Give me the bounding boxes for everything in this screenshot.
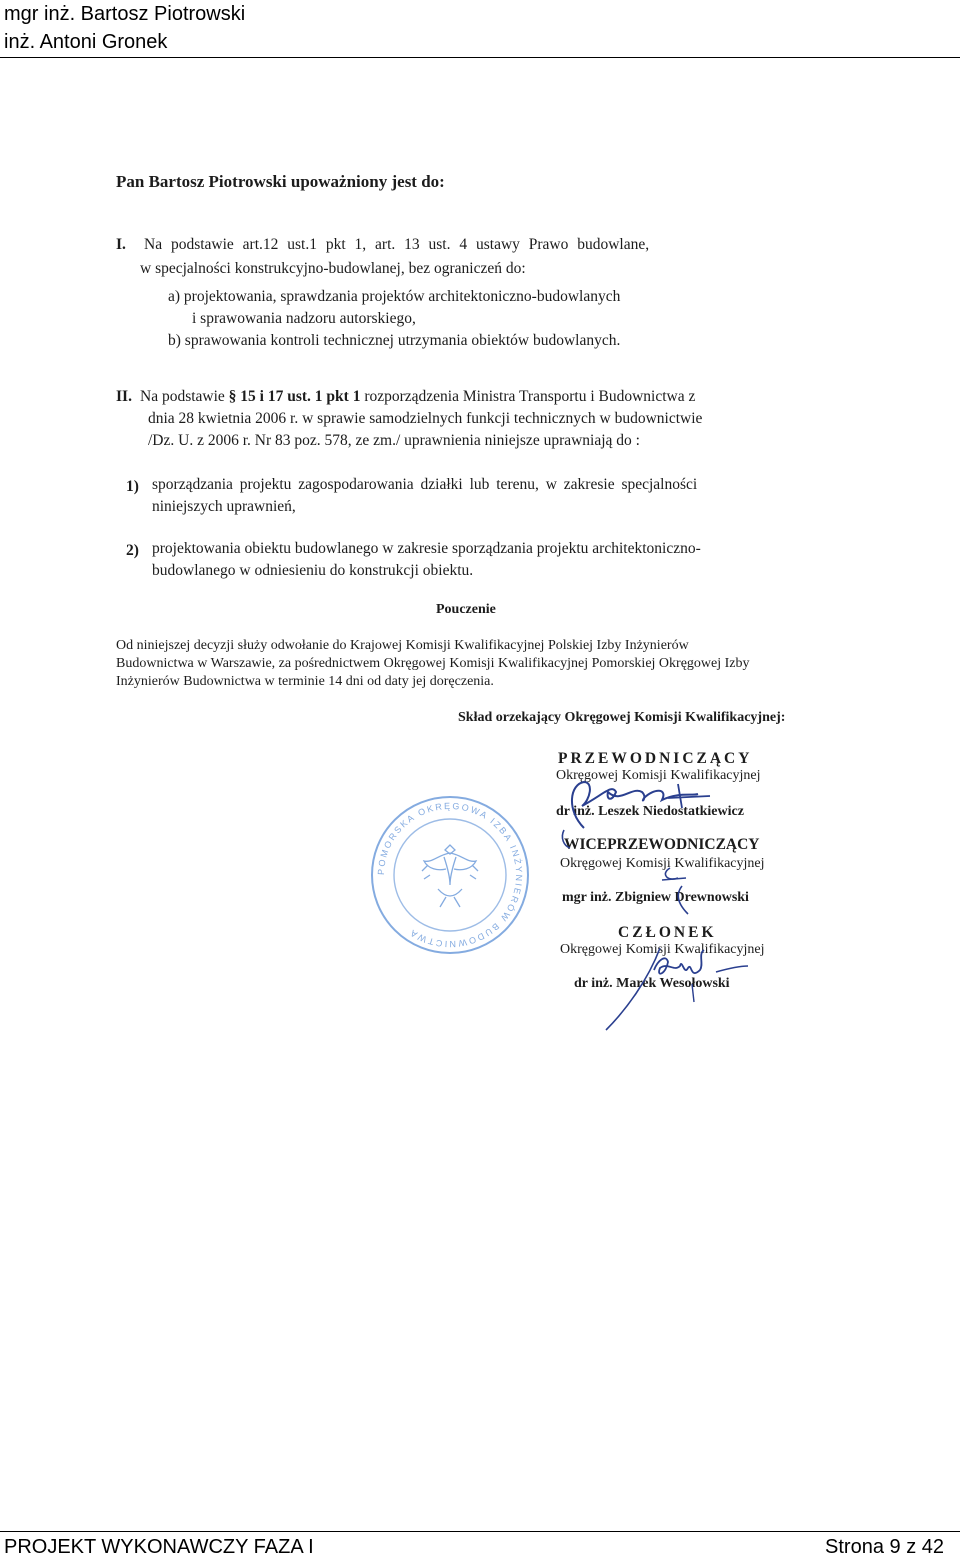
point-2-line-1: projektowania obiektu budowlanego w zakresie sporządzania projektu architektoniczno-	[152, 540, 701, 557]
doc-title: Pan Bartosz Piotrowski upoważniony jest do:	[116, 172, 445, 191]
pouczenie-line-1: Od niniejszej decyzji służy odwołanie do Krajowej Komisji Kwalifikacyjnej Polskiej Izby Inżynierów	[116, 638, 689, 653]
point-1-line-2: niniejszych uprawnień,	[152, 498, 296, 515]
section-2-number: II.	[116, 388, 132, 405]
section-1-line-1: Na podstawie art.12 ust.1 pkt 1, art. 13 ust. 4 ustawy Prawo budowlane,	[144, 236, 650, 253]
section-1-number: I.	[116, 236, 126, 253]
member-2-org: Okręgowej Komisji Kwalifikacyjnej	[560, 856, 765, 871]
footer-page-number: Strona 9 z 42	[825, 1536, 944, 1558]
section-1-line-2: w specjalności konstrukcyjno-budowlanej, bez ograniczeń do:	[140, 260, 526, 277]
pouczenie-heading: Pouczenie	[436, 602, 496, 617]
section-2-line-1-pre: Na podstawie	[140, 388, 225, 405]
page-header	[0, 0, 960, 58]
header-author-2: inż. Antoni Gronek	[4, 31, 168, 53]
pouczenie-line-2: Budownictwa w Warszawie, za pośrednictwem Okręgowej Komisji Kwalifikacyjnej Pomorskiej Okręgowej Izby	[116, 656, 750, 671]
section-2-line-2: dnia 28 kwietnia 2006 r. w sprawie samodzielnych funkcji technicznych w budownictwie	[148, 410, 703, 427]
member-3-org: Okręgowej Komisji Kwalifikacyjnej	[560, 942, 765, 957]
member-1-org: Okręgowej Komisji Kwalifikacyjnej	[556, 768, 761, 783]
member-2-name: mgr inż. Zbigniew Drewnowski	[562, 890, 749, 905]
point-2-number: 2)	[126, 542, 139, 559]
section-1-item-b: b) sprawowania kontroli technicznej utrzymania obiektów budowlanych.	[168, 332, 621, 349]
section-2-line-1-post: rozporządzenia Ministra Transportu i Budownictwa z	[364, 388, 696, 405]
point-1-line-1: sporządzania projektu zagospodarowania działki lub terenu, w zakresie specjalności	[152, 476, 698, 493]
point-2-line-2: budowlanego w odniesieniu do konstrukcji obiektu.	[152, 562, 474, 579]
stamp-text: POMORSKA OKRĘGOWA IZBA INŻYNIERÓW BUDOWNICTWA	[375, 800, 525, 950]
eagle-emblem-icon	[422, 845, 478, 907]
member-3-name: dr inż. Marek Wesołowski	[574, 976, 730, 991]
section-1-item-a-1: a) projektowania, sprawdzania projektów architektoniczno-budowlanych	[168, 288, 621, 305]
committee-heading: Skład orzekający Okręgowej Komisji Kwalifikacyjnej:	[458, 710, 786, 725]
header-author-1: mgr inż. Bartosz Piotrowski	[4, 3, 246, 25]
official-stamp	[368, 793, 532, 957]
section-2-line-1-bold: § 15 i 17 ust. 1 pkt 1	[228, 388, 361, 405]
page-footer	[0, 1531, 960, 1562]
section-1-item-a-2: i sprawowania nadzoru autorskiego,	[192, 310, 416, 327]
point-1-number: 1)	[126, 478, 139, 495]
footer-project-phase: PROJEKT WYKONAWCZY FAZA I	[4, 1536, 314, 1558]
member-2-role: WICEPRZEWODNICZĄCY	[564, 836, 760, 853]
member-1-name: dr inż. Leszek Niedostatkiewicz	[556, 804, 744, 819]
section-2-line-1	[140, 388, 695, 406]
member-1-role: PRZEWODNICZĄCY	[558, 750, 753, 767]
section-2-line-3: /Dz. U. z 2006 r. Nr 83 poz. 578, ze zm./ uprawnienia niniejsze uprawniają do :	[148, 432, 640, 449]
pouczenie-line-3: Inżynierów Budownictwa w terminie 14 dni od daty jej doręczenia.	[116, 674, 494, 689]
svg-text:POMORSKA OKRĘGOWA IZBA INŻYNIE	[376, 801, 524, 949]
member-3-role: CZŁONEK	[618, 924, 717, 941]
